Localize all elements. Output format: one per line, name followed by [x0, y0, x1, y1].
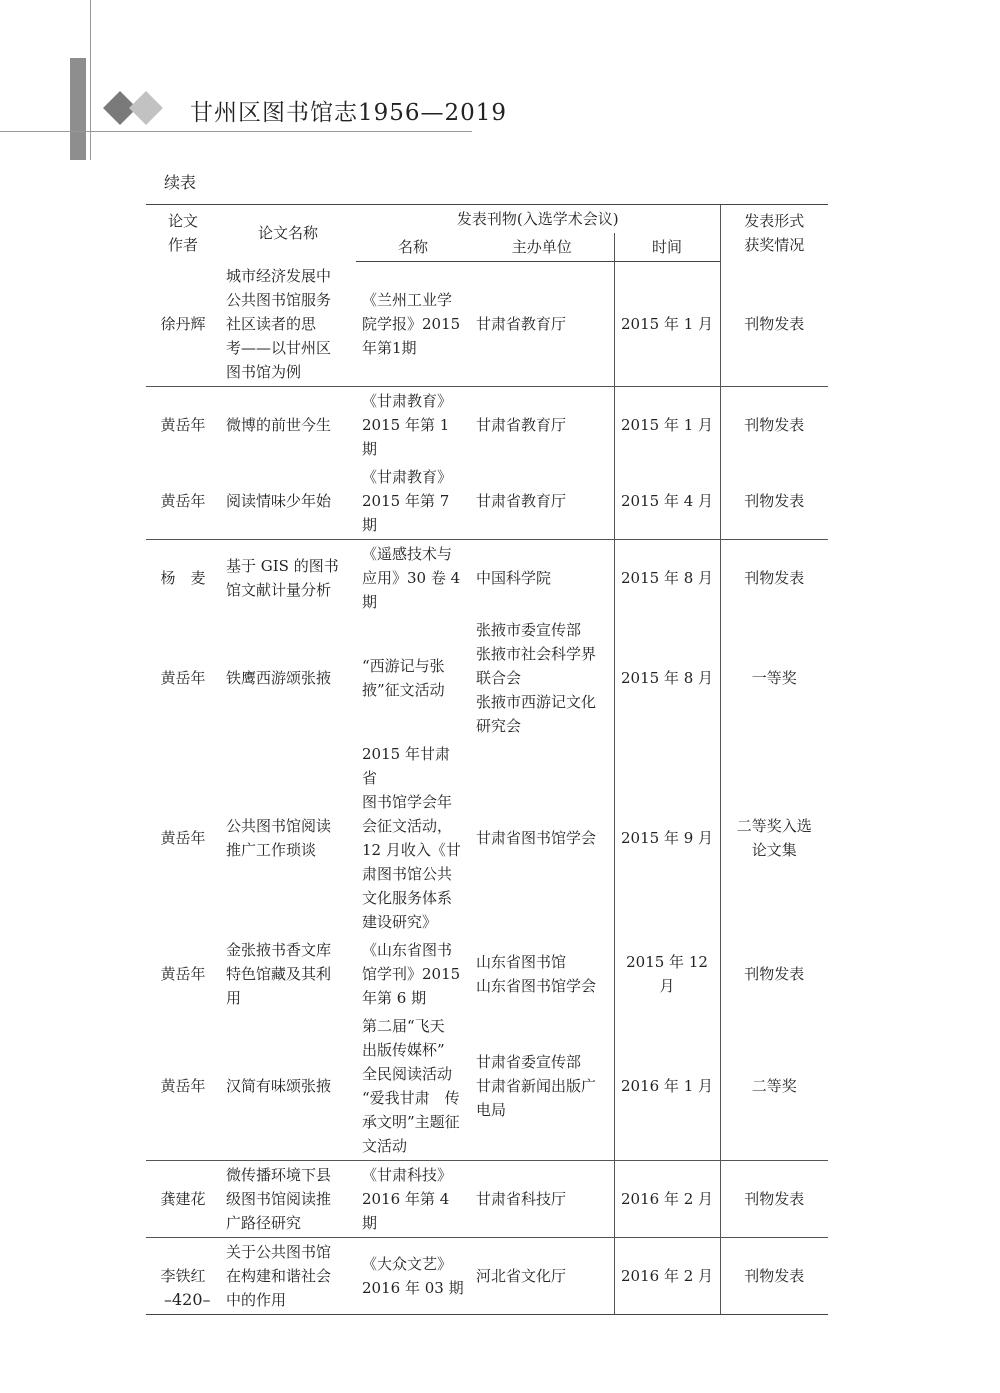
header-publication-group: 发表刊物(入选学术会议): [356, 205, 720, 234]
cell-paper-title: 关于公共图书馆 在构建和谐社会 中的作用: [220, 1237, 356, 1314]
page-number: –420–: [164, 1290, 211, 1309]
cell-organizer: 甘肃省教育厅: [470, 386, 614, 463]
cell-author: 龚建花: [146, 1160, 220, 1237]
cell-author: 黄岳年: [160, 491, 206, 510]
cell-author: 杨 麦: [146, 539, 220, 616]
cell-publication: 《甘肃教育》 2015 年第 1 期: [356, 386, 470, 463]
cell-author: 黄岳年: [160, 668, 206, 687]
cell-publication: “西游记与张 掖”征文活动: [362, 656, 445, 699]
cell-publication: 《遥感技术与 应用》30 卷 4 期: [356, 539, 470, 616]
cell-organizer: 甘肃省图书馆学会: [476, 828, 597, 847]
cell-time: 2015 年 4 月: [614, 463, 720, 540]
cell-organizer: 河北省文化厅: [470, 1237, 614, 1314]
table-body: [146, 262, 828, 1315]
cell-author: 李铁红: [146, 1237, 220, 1314]
header-author: 论文 作者: [146, 205, 220, 262]
cell-form: 刊物发表: [720, 262, 828, 387]
cell-author: 黄岳年: [160, 964, 206, 983]
cell-organizer: 中国科学院: [470, 539, 614, 616]
header-time: 时间: [614, 233, 720, 262]
publications-table: [146, 204, 828, 1315]
cell-time: 2016 年 2 月: [614, 1160, 720, 1237]
cell-form: 刊物发表: [720, 1237, 828, 1314]
cell-paper-title: 微博的前世今生: [220, 386, 356, 463]
cell-time: 2015 年 12 月: [614, 936, 720, 1012]
cell-author: 黄岳年: [146, 386, 220, 463]
header-rule: [0, 131, 472, 132]
cell-form: 刊物发表: [720, 463, 828, 540]
cell-organizer: 甘肃省科技厅: [470, 1160, 614, 1237]
cell-paper-title: 铁鹰西游颂张掖: [226, 668, 332, 687]
cell-organizer: 甘肃省教育厅: [476, 491, 567, 510]
table-row: [146, 539, 828, 616]
header-diamond-ornament-icon: [100, 92, 180, 126]
header-side-bar: [70, 58, 86, 160]
cell-organizer: 甘肃省委宣传部 甘肃省新闻出版广 电局: [476, 1052, 597, 1119]
cell-publication: 《兰州工业学 院学报》2015 年第1期: [362, 290, 461, 357]
cell-publication: 《大众文艺》 2016 年 03 期: [356, 1237, 470, 1314]
cell-time: 2015 年 8 月: [614, 616, 720, 740]
table-row: [146, 386, 828, 463]
cell-form: 刊物发表: [720, 386, 828, 463]
cell-paper-title: 微传播环境下县 级图书馆阅读推 广路径研究: [220, 1160, 356, 1237]
cell-time: 2016 年 1 月: [614, 1012, 720, 1161]
cell-form: 二等奖入选 论文集: [720, 740, 828, 936]
cell-paper-title: 汉简有味颂张掖: [226, 1076, 332, 1095]
table-row: [146, 936, 828, 1012]
cell-time: 2016 年 2 月: [614, 1237, 720, 1314]
cell-organizer: 山东省图书馆 山东省图书馆学会: [476, 952, 597, 995]
table-row: [146, 616, 828, 740]
cell-author: 黄岳年: [160, 1076, 206, 1095]
table-row: [146, 1160, 828, 1237]
header-form: 发表形式 获奖情况: [720, 205, 828, 262]
cell-paper-title: 金张掖书香文库 特色馆藏及其利 用: [226, 940, 332, 1007]
cell-publication: 《甘肃教育》 2015 年第 7 期: [362, 467, 453, 534]
table-row: [146, 463, 828, 540]
header-pub-name: 名称: [356, 233, 470, 262]
cell-time: 2015 年 1 月: [614, 386, 720, 463]
header-vertical-line: [90, 0, 91, 160]
cell-time: 2015 年 1 月: [614, 262, 720, 387]
continuation-label: 续表: [164, 173, 197, 192]
header-paper-title: 论文名称: [220, 205, 356, 262]
table-row: [146, 740, 828, 936]
cell-form: 刊物发表: [720, 936, 828, 1012]
cell-paper-title: 城市经济发展中 公共图书馆服务 社区读者的思 考——以甘州区 图书馆为例: [226, 266, 332, 381]
cell-publication: 第二届“飞天 出版传媒杯” 全民阅读活动 “爱我甘肃 传 承文明”主题征 文活动: [362, 1016, 460, 1155]
cell-paper-title: 基于 GIS 的图书 馆文献计量分析: [220, 539, 356, 616]
running-header-title: 甘州区图书馆志1956—2019: [190, 100, 508, 126]
cell-organizer: 甘肃省教育厅: [476, 314, 567, 333]
cell-publication: 《甘肃科技》 2016 年第 4 期: [356, 1160, 470, 1237]
cell-author: 徐丹辉: [160, 314, 206, 333]
cell-form: 一等奖: [720, 616, 828, 740]
cell-author: 黄岳年: [160, 828, 206, 847]
table-row: [146, 262, 828, 387]
table-row: [146, 1012, 828, 1161]
cell-paper-title: 阅读情味少年始: [226, 491, 332, 510]
cell-paper-title: 公共图书馆阅读 推广工作琐谈: [226, 816, 332, 859]
cell-organizer: 张掖市委宣传部 张掖市社会科学界 联合会 张掖市西游记文化 研究会: [476, 620, 597, 735]
table-row: [146, 1237, 828, 1314]
cell-form: 二等奖: [720, 1012, 828, 1161]
header-organizer: 主办单位: [470, 233, 614, 262]
cell-form: 刊物发表: [720, 539, 828, 616]
cell-time: 2015 年 8 月: [614, 539, 720, 616]
cell-time: 2015 年 9 月: [614, 740, 720, 936]
cell-publication: 《山东省图书 馆学刊》2015 年第 6 期: [362, 940, 461, 1007]
cell-publication: 2015 年甘肃省 图书馆学会年 会征文活动， 12 月收入《甘 肃图书馆公共 文化服务体系 建设研究》: [362, 744, 461, 931]
cell-form: 刊物发表: [720, 1160, 828, 1237]
